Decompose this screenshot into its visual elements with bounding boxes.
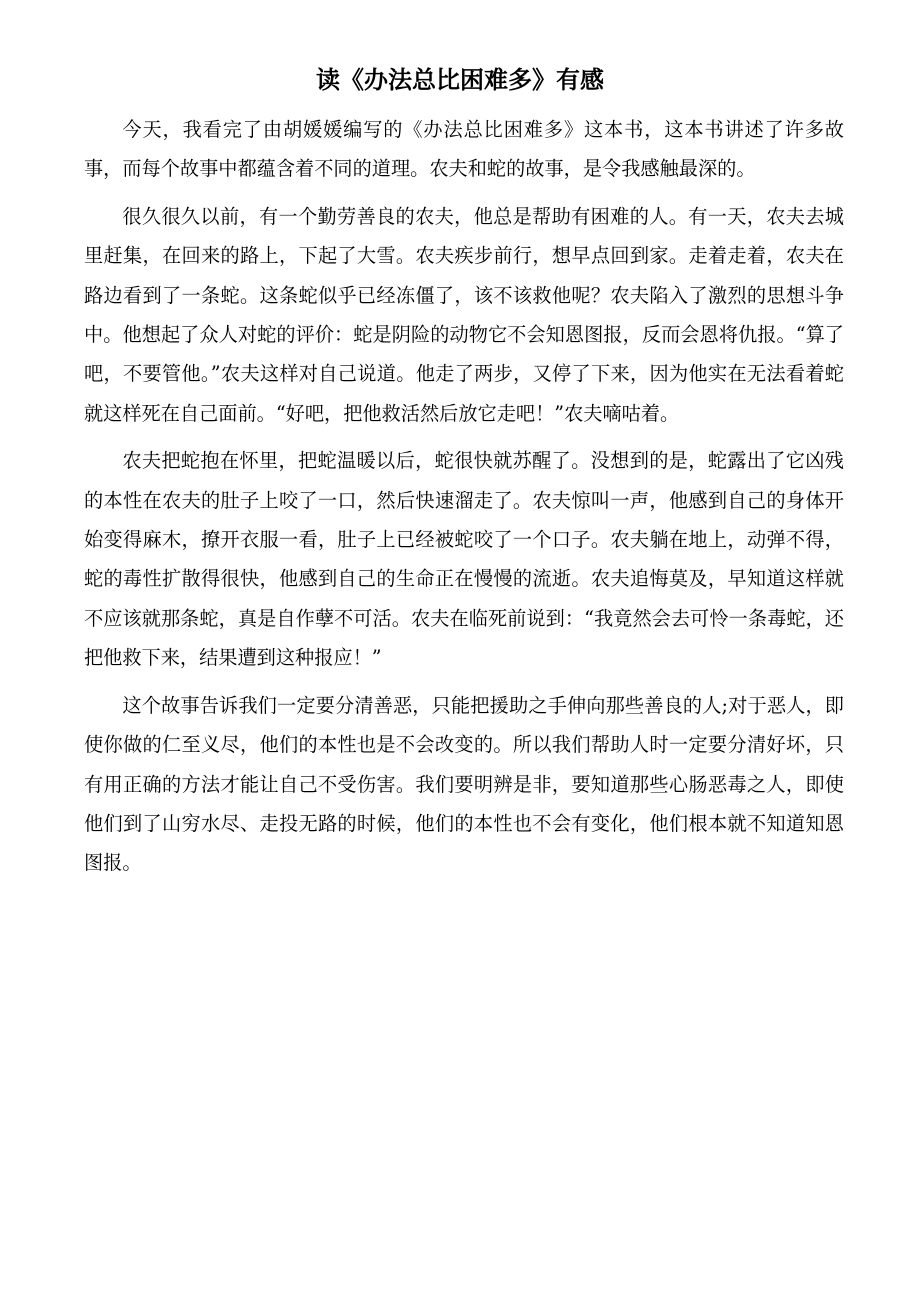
document-body (84, 110, 844, 891)
paragraph-2: 很久很久以前，有一个勤劳善良的农夫，他总是帮助有困难的人。有一天，农夫去城里赶集，在回来的路上，下起了大雪。农夫疾步前行，想早点回到家。走着走着，农夫在路边看到了一条蛇。这条蛇似乎已经冻僵了，该不该救他呢？农夫陷入了激烈的思想斗争中。他想起了众人对蛇的评价：蛇是阴险的动物它不会知恩图报，反而会恩将仇报。“算了吧，不要管他。”农夫这样对自己说道。他走了两步，又停了下来，因为他实在无法看着蛇就这样死在自己面前。“好吧，把他救活然后放它走吧！”农夫嘀咕着。 (84, 204, 844, 425)
paragraph-1: 今天，我看完了由胡媛媛编写的《办法总比困难多》这本书，这本书讲述了许多故事，而每个故事中都蕴含着不同的道理。农夫和蛇的故事，是令我感触最深的。 (84, 118, 844, 181)
document-title: 读《办法总比困难多》有感 (316, 66, 604, 94)
paragraph-3: 农夫把蛇抱在怀里，把蛇温暖以后，蛇很快就苏醒了。没想到的是，蛇露出了它凶残的本性在农夫的肚子上咬了一口，然后快速溜走了。农夫惊叫一声，他感到自己的身体开始变得麻木，撩开衣服一看，肚子上已经被蛇咬了一个口子。农夫躺在地上，动弹不得，蛇的毒性扩散得很快，他感到自己的生命正在慢慢的流逝。农夫追悔莫及，早知道这样就不应该就那条蛇，真是自作孽不可活。农夫在临死前说到：“我竟然会去可怜一条毒蛇，还把他救下来，结果遭到这种报应！” (84, 449, 844, 670)
paragraph-4: 这个故事告诉我们一定要分清善恶，只能把援助之手伸向那些善良的人;对于恶人，即使你做的仁至义尽，他们的本性也是不会改变的。所以我们帮助人时一定要分清好坏，只有用正确的方法才能让自己不受伤害。我们要明辨是非，要知道那些心肠恶毒之人，即使他们到了山穷水尽、走投无路的时候，他们的本性也不会有变化，他们根本就不知道知恩图报。 (84, 693, 844, 875)
